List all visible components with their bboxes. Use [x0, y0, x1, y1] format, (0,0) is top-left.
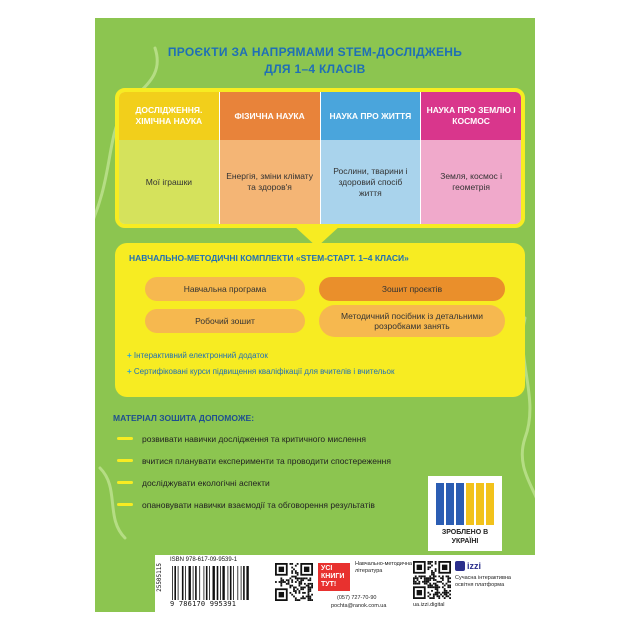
side-code: 25505115 — [156, 563, 163, 592]
izzi-url: ua.izzi.digital — [413, 602, 445, 608]
kit-title: НАВЧАЛЬНО-МЕТОДИЧНІ КОМПЛЕКТИ «STEM-СТАРТ. 1–4 КЛАСИ» — [129, 253, 409, 263]
kit-extra-label: Сертифіковані курси підвищення кваліфікації для вчителів і вчительок — [133, 367, 395, 376]
kit-extra-courses — [127, 367, 394, 376]
material-title: МАТЕРІАЛ ЗОШИТА ДОПОМОЖЕ: — [113, 413, 255, 423]
direction-column-chemistry — [119, 92, 220, 224]
kit-extra-interactive — [127, 351, 268, 360]
izzi-logo-icon — [455, 561, 465, 571]
dash-icon — [117, 481, 133, 484]
dash-icon — [117, 437, 133, 440]
direction-project: Мої іграшки — [119, 140, 219, 224]
material-item — [117, 477, 407, 489]
title-line-1: ПРОЄКТИ ЗА НАПРЯМАМИ STEM-ДОСЛІДЖЕНЬ — [167, 45, 463, 59]
isbn-label: ISBN 978-617-09-9539-1 — [170, 557, 238, 563]
direction-column-life-science — [321, 92, 422, 224]
dash-icon — [117, 503, 133, 506]
kit-item-methodical-guide: Методичний посібник із детальними розробками занять — [319, 305, 505, 337]
isbn-block — [155, 557, 265, 609]
direction-column-earth-space — [421, 92, 521, 224]
material-item-text: опановувати навички взаємодії та обговорення результатів — [142, 500, 375, 510]
kit-panel — [115, 243, 525, 397]
direction-header: ФІЗИЧНА НАУКА — [220, 92, 320, 140]
material-item-text: досліджувати екологічні аспекти — [142, 478, 270, 488]
barcode-icon — [170, 566, 264, 600]
kit-item-workbook: Робочий зошит — [145, 309, 305, 333]
material-item-text: розвивати навички дослідження та критичного мислення — [142, 434, 367, 444]
title-line-2: ДЛЯ 1–4 КЛАСІВ — [264, 62, 366, 76]
izzi-logo: izzi — [467, 561, 482, 571]
qr-code-icon — [275, 563, 313, 601]
made-in-ukraine-text: ЗРОБЛЕНО В УКРАЇНІ — [441, 529, 489, 545]
direction-project: Земля, космос і геометрія — [421, 140, 521, 224]
qr-code-icon — [413, 561, 451, 599]
book-back-cover — [95, 18, 535, 612]
direction-header: НАУКА ПРО ЖИТТЯ — [321, 92, 421, 140]
plus-icon: + — [127, 367, 132, 376]
material-item-text: вчитися планувати експерименти та проводити спостереження — [142, 456, 391, 466]
plus-icon: + — [127, 351, 132, 360]
publisher-phone: (057) 727-70-90 — [337, 595, 377, 601]
stem-directions-table — [115, 88, 525, 228]
publisher-label: Навчально-методична література — [355, 561, 412, 574]
izzi-description: Сучасна інтерактивна освітня платформа — [455, 575, 511, 588]
direction-project: Рослини, тварини і здоровий спосіб життя — [321, 140, 421, 224]
direction-column-physics — [220, 92, 321, 224]
page-title — [95, 44, 535, 78]
direction-header: ДОСЛІДЖЕННЯ. ХІМІЧНА НАУКА — [119, 92, 219, 140]
kit-extra-label: Інтерактивний електронний додаток — [133, 351, 268, 360]
kit-item-program: Навчальна програма — [145, 277, 305, 301]
isbn-digits: 9 786170 995391 — [170, 600, 237, 608]
direction-project: Енергія, зміни клімату та здоров'я — [220, 140, 320, 224]
dash-icon — [117, 459, 133, 462]
made-in-ukraine-flag-icon — [436, 483, 494, 525]
all-books-here-badge: УСІ КНИГИ ТУТ! — [318, 563, 350, 591]
made-in-ukraine-badge — [428, 476, 502, 551]
material-item — [117, 455, 497, 467]
kit-item-project-notebook: Зошит проєктів — [319, 277, 505, 301]
publisher-email: pochta@ranok.com.ua — [331, 603, 387, 609]
material-item — [117, 433, 497, 445]
bottom-info-strip — [155, 555, 535, 612]
direction-header: НАУКА ПРО ЗЕМЛЮ І КОСМОС — [421, 92, 521, 140]
material-item — [117, 499, 407, 511]
